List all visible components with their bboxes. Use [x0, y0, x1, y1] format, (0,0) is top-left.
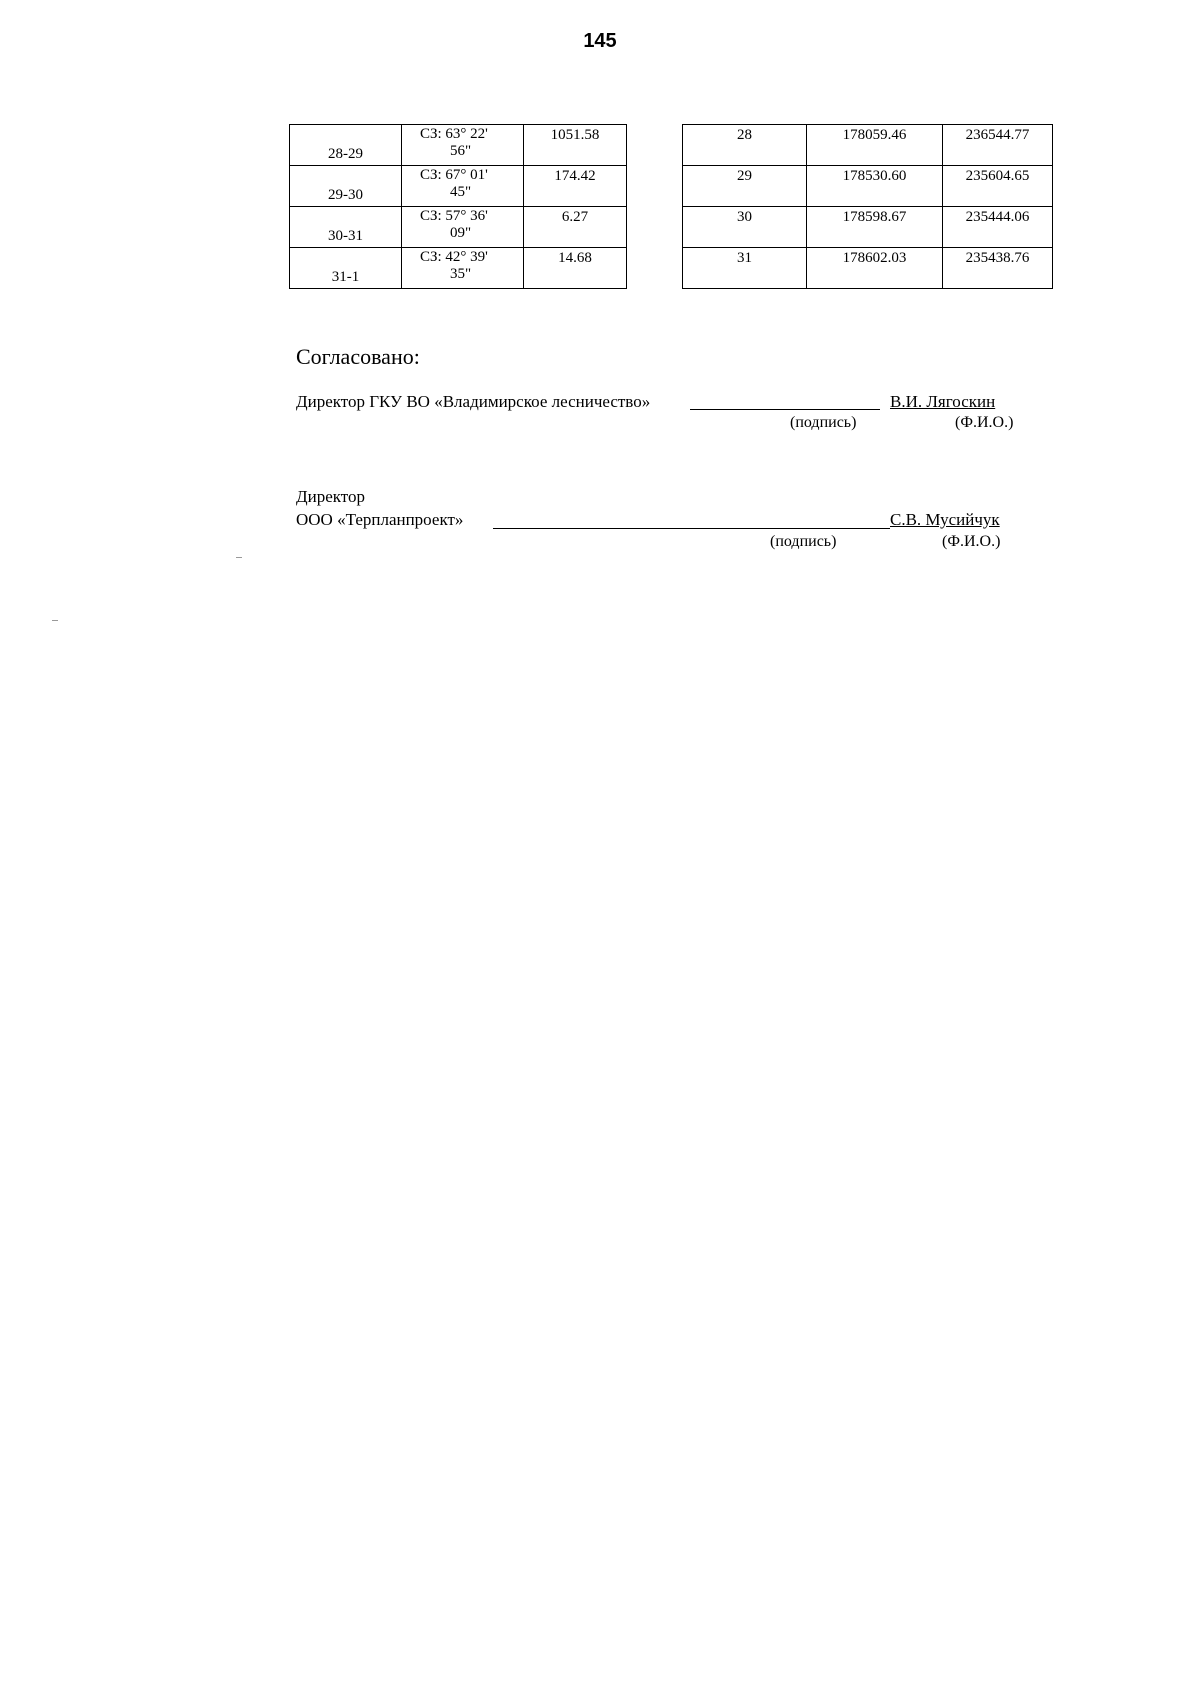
signer2-name-caption: (Ф.И.О.): [942, 533, 1001, 550]
bearing-value: СЗ: 42° 39': [420, 249, 488, 265]
length-value: 6.27: [561, 209, 589, 225]
y-cell: [943, 166, 1053, 207]
segments-table: [289, 124, 627, 289]
point-number: 31: [737, 250, 752, 266]
x-cell: [807, 166, 943, 207]
y-cell: [943, 125, 1053, 166]
x-cell: [807, 207, 943, 248]
point-number: 30: [737, 209, 752, 225]
signer2-signature-line: [493, 528, 890, 529]
length-cell: [524, 207, 627, 248]
segment-name: 28-29: [328, 146, 363, 162]
length-value: 14.68: [558, 250, 592, 266]
bearing-cell: [402, 166, 524, 207]
signer2-name: С.В. Мусийчук: [890, 510, 1000, 529]
signer1-title: Директор ГКУ ВО «Владимирское лесничество»: [296, 392, 651, 411]
table-row: [290, 125, 627, 166]
signer2-title-line2: ООО «Терпланпроект»: [296, 510, 464, 529]
table-row: [683, 125, 1053, 166]
length-cell: [524, 166, 627, 207]
point-cell: [683, 125, 807, 166]
segment-cell: [290, 125, 402, 166]
point-cell: [683, 166, 807, 207]
point-cell: [683, 207, 807, 248]
coordinates-table: [682, 124, 1053, 289]
segment-name: 31-1: [331, 269, 360, 285]
x-coordinate: 178598.67: [842, 209, 907, 225]
bearing-seconds: 35": [450, 266, 472, 282]
x-cell: [807, 248, 943, 289]
y-cell: [943, 207, 1053, 248]
y-coordinate: 235604.65: [965, 168, 1030, 184]
table-row: [683, 166, 1053, 207]
signer2-title-line1: Директор: [296, 487, 365, 506]
point-cell: [683, 248, 807, 289]
bearing-seconds: 56": [450, 143, 472, 159]
x-coordinate: 178059.46: [842, 127, 907, 143]
table-row: [290, 207, 627, 248]
y-coordinate: 236544.77: [965, 127, 1030, 143]
bearing-value: СЗ: 63° 22': [420, 126, 488, 142]
signer1-signature-caption: (подпись): [790, 414, 857, 431]
bearing-seconds: 09": [450, 225, 472, 241]
x-cell: [807, 125, 943, 166]
point-number: 28: [737, 127, 752, 143]
x-coordinate: 178602.03: [842, 250, 907, 266]
table-row: [290, 166, 627, 207]
y-cell: [943, 248, 1053, 289]
length-value: 174.42: [554, 168, 596, 184]
page-number: 145: [583, 30, 617, 52]
segment-cell: [290, 166, 402, 207]
segment-cell: [290, 248, 402, 289]
signer1-signature-line: [690, 409, 880, 410]
bearing-value: СЗ: 67° 01': [420, 167, 488, 183]
signer1-name-caption: (Ф.И.О.): [955, 414, 1014, 431]
y-coordinate: 235438.76: [965, 250, 1030, 266]
table-row: [290, 248, 627, 289]
scan-mark: [52, 620, 58, 621]
x-coordinate: 178530.60: [842, 168, 907, 184]
bearing-cell: [402, 207, 524, 248]
table-row: [683, 248, 1053, 289]
length-cell: [524, 125, 627, 166]
segment-name: 29-30: [328, 187, 363, 203]
approval-heading: Согласовано:: [296, 344, 420, 369]
bearing-cell: [402, 125, 524, 166]
scan-mark: [236, 557, 242, 558]
bearing-cell: [402, 248, 524, 289]
bearing-seconds: 45": [450, 184, 472, 200]
signer1-name: В.И. Лягоскин: [890, 392, 996, 411]
length-value: 1051.58: [550, 127, 600, 143]
bearing-value: СЗ: 57° 36': [420, 208, 488, 224]
y-coordinate: 235444.06: [965, 209, 1030, 225]
segment-cell: [290, 207, 402, 248]
segment-name: 30-31: [328, 228, 363, 244]
point-number: 29: [737, 168, 752, 184]
signer2-signature-caption: (подпись): [770, 533, 837, 550]
table-row: [683, 207, 1053, 248]
length-cell: [524, 248, 627, 289]
